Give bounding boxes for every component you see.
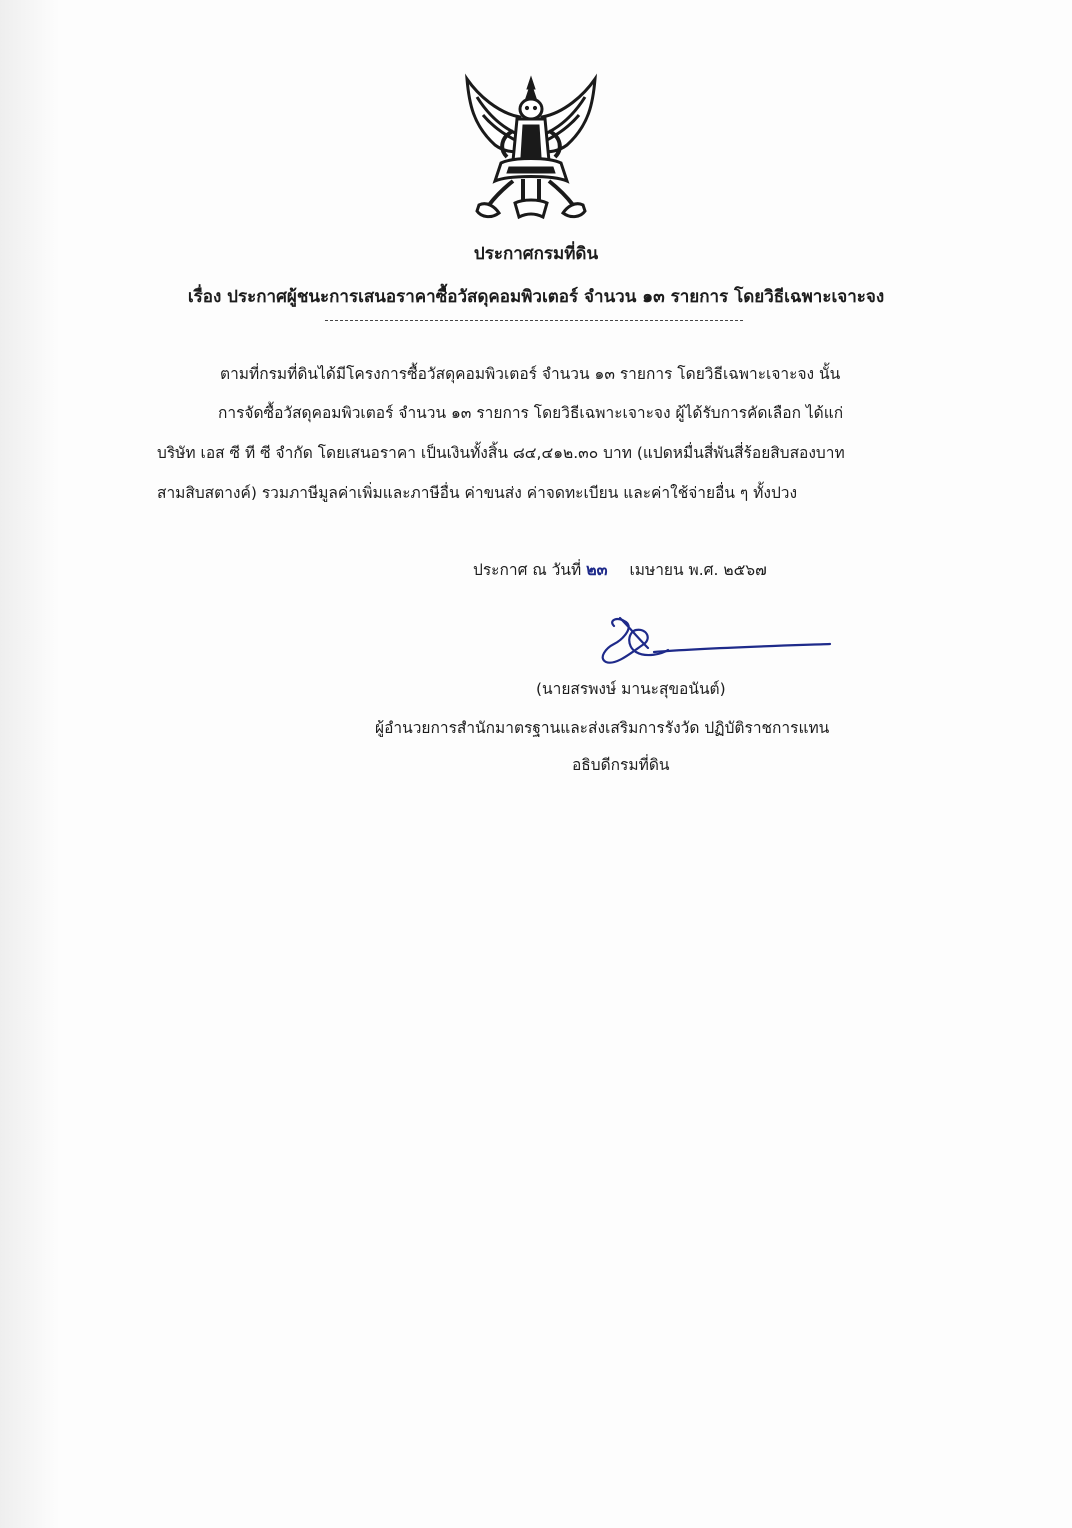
- signer-office: อธิบดีกรมที่ดิน: [572, 756, 670, 774]
- body-line: การจัดซื้อวัสดุคอมพิวเตอร์ จำนวน ๑๓ รายการ โดยวิธีเฉพาะเจาะจง ผู้ได้รับการคัดเลือก ได้แก่: [218, 404, 844, 422]
- body-line: ตามที่กรมที่ดินได้มีโครงการซื้อวัสดุคอมพิวเตอร์ จำนวน ๑๓ รายการ โดยวิธีเฉพาะเจาะจง นั้น: [220, 365, 841, 383]
- signer-name: (นายสรพงษ์ มานะสุขอนันต์): [536, 680, 726, 698]
- body-line: บริษัท เอส ซี ที ซี จำกัด โดยเสนอราคา เป็นเงินทั้งสิ้น ๘๔,๔๑๒.๓๐ บาท (แปดหมื่นสี่พันสี่ร้อยสิบสองบาท: [157, 444, 845, 462]
- announcement-date: [473, 557, 767, 583]
- document-title: ประกาศกรมที่ดิน: [473, 244, 599, 264]
- divider: [325, 320, 743, 321]
- date-day-handwritten: ๒๓: [586, 560, 608, 579]
- date-prefix: ประกาศ ณ วันที่: [473, 561, 582, 579]
- date-month-year: เมษายน พ.ศ. ๒๕๖๗: [629, 561, 767, 579]
- handwritten-signature: [592, 614, 832, 670]
- body-line: สามสิบสตางค์) รวมภาษีมูลค่าเพิ่มและภาษีอื่น ค่าขนส่ง ค่าจดทะเบียน และค่าใช้จ่ายอื่น ๆ ทั้งปวง: [157, 484, 798, 502]
- document-subject: เรื่อง ประกาศผู้ชนะการเสนอราคาซื้อวัสดุคอมพิวเตอร์ จำนวน ๑๓ รายการ โดยวิธีเฉพาะเจาะจง: [187, 287, 885, 307]
- garuda-emblem-icon: [443, 73, 619, 223]
- signer-position: ผู้อำนวยการสำนักมาตรฐานและส่งเสริมการรังวัด ปฏิบัติราชการแทน: [375, 719, 830, 737]
